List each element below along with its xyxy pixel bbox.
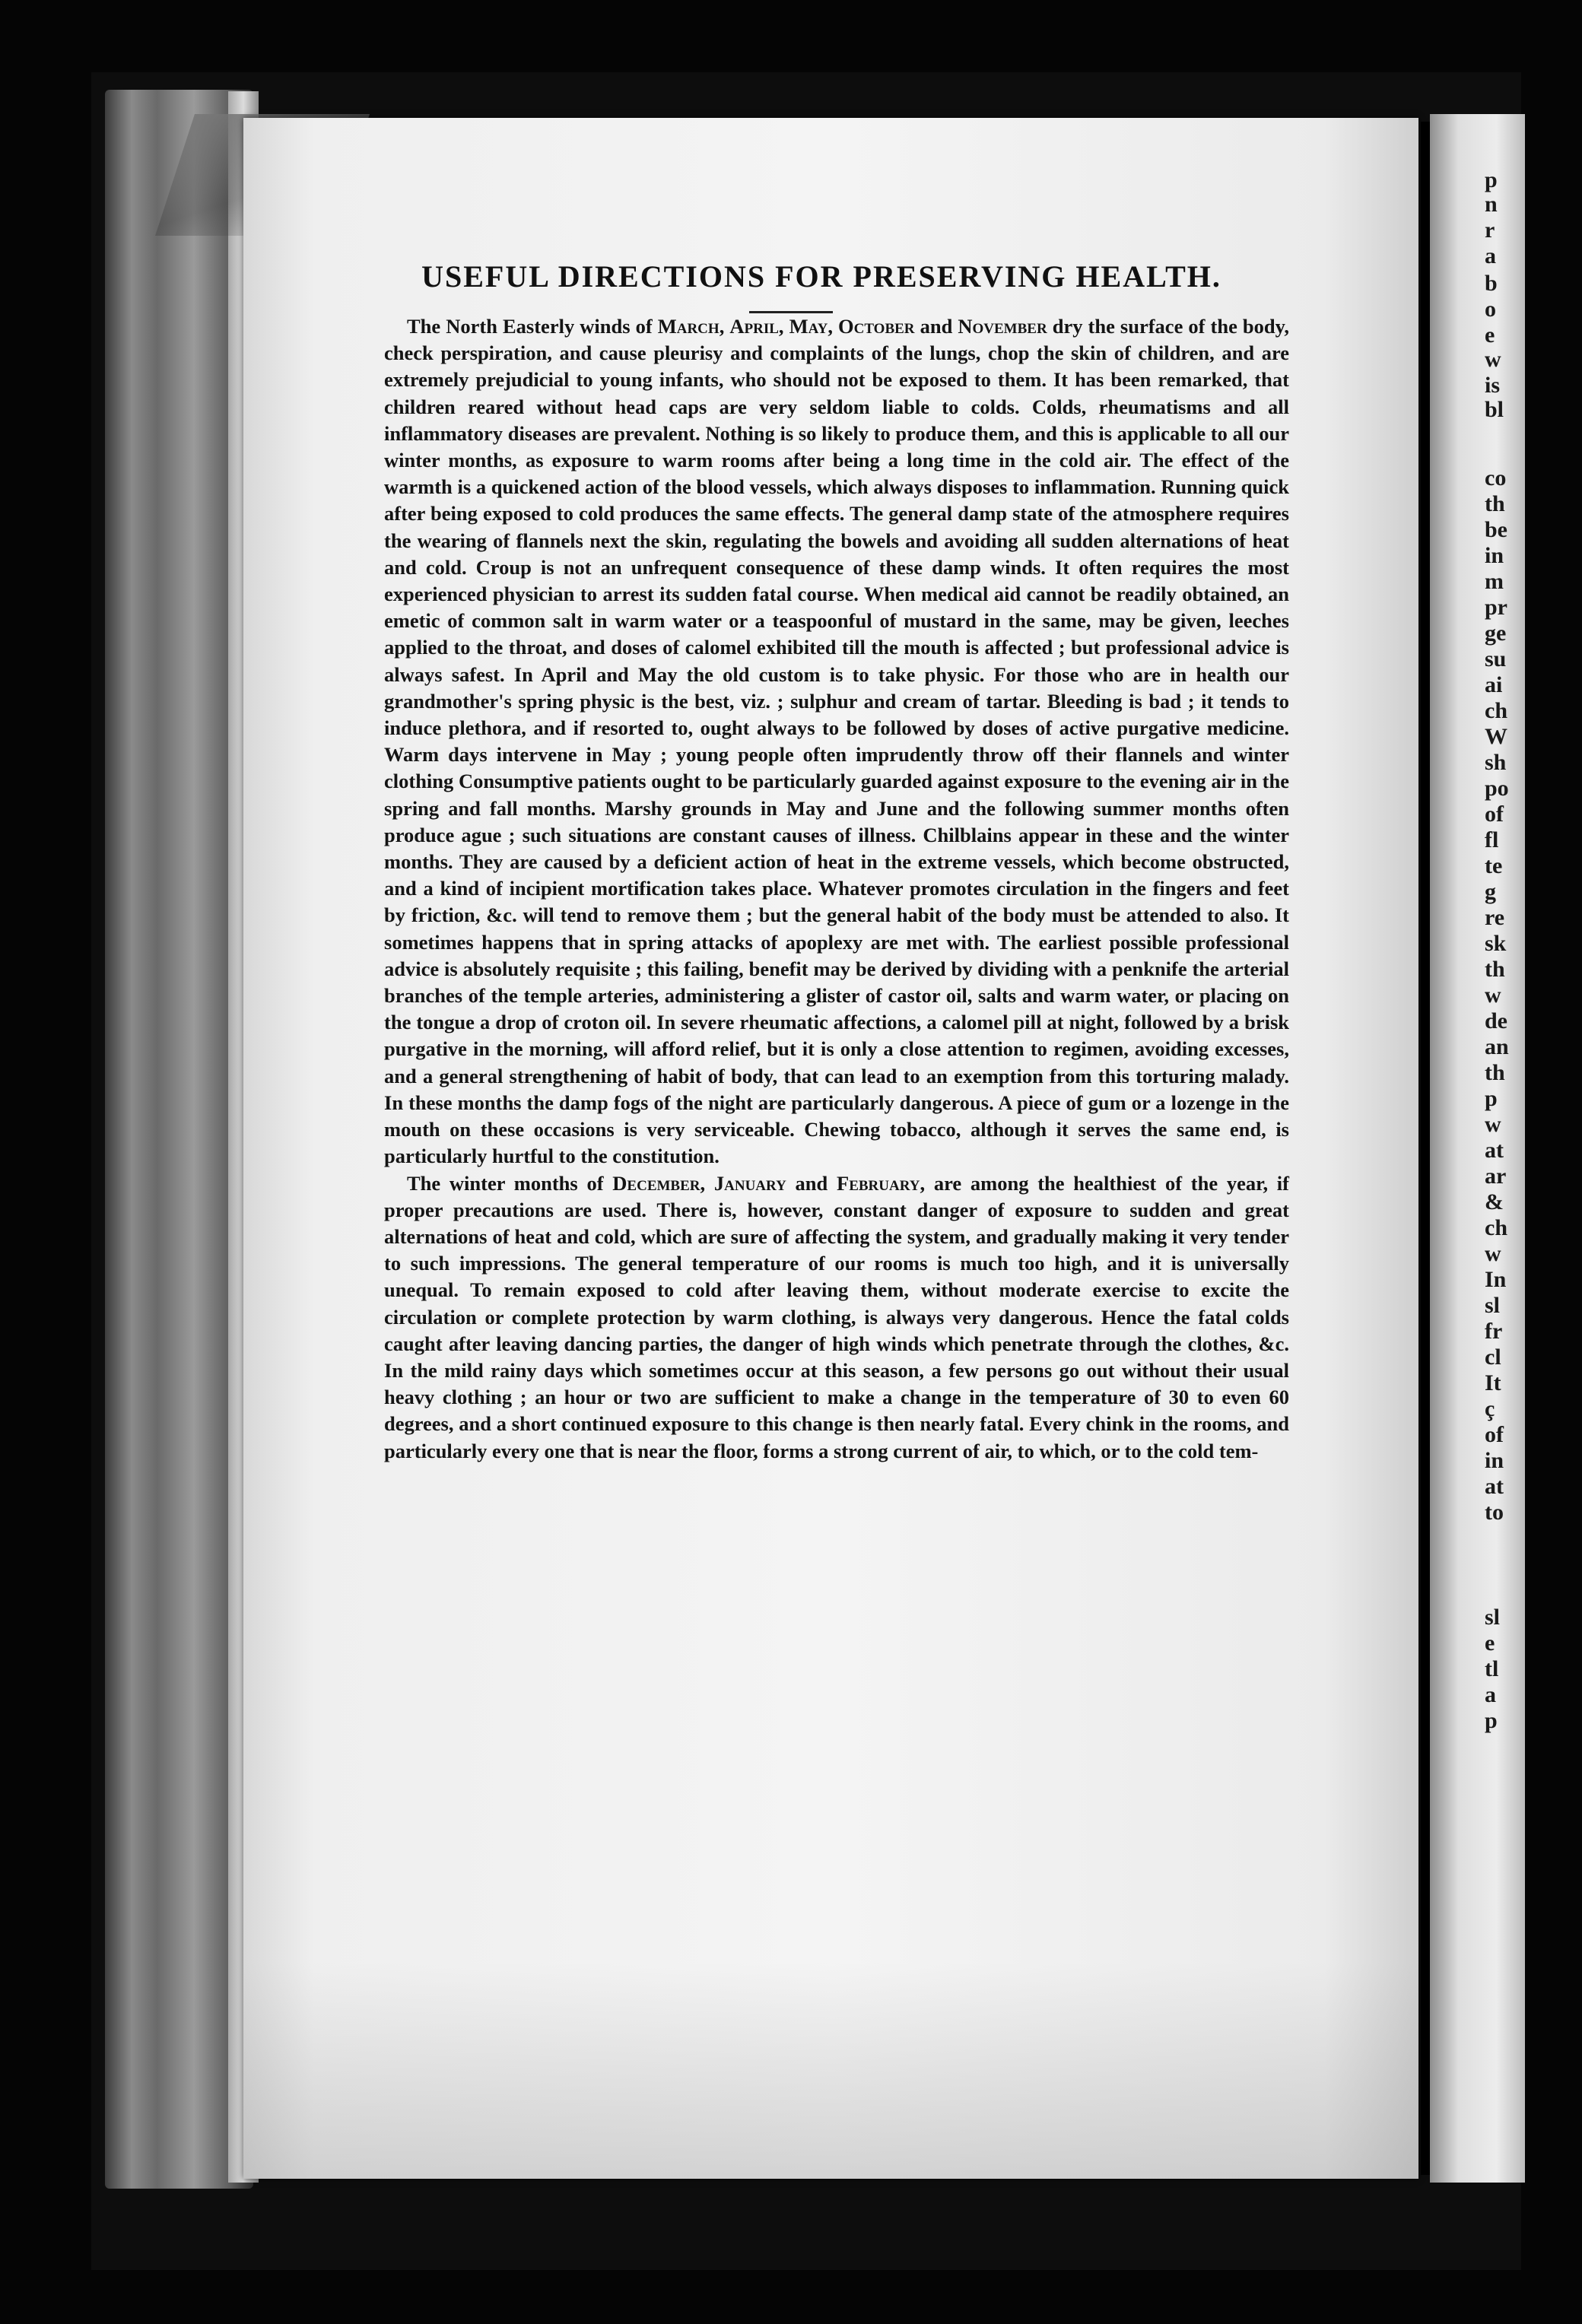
paragraph-2-intro: The winter months of <box>407 1171 613 1195</box>
facing-page-fragment: In <box>1485 1267 1507 1292</box>
facing-page-fragment: ai <box>1485 672 1503 697</box>
facing-page-fragment: sl <box>1485 1605 1501 1630</box>
facing-page-fragment: p <box>1485 1708 1498 1733</box>
month-october: October <box>838 315 915 338</box>
facing-page-fragment: p <box>1485 1086 1498 1111</box>
paragraph-2-body: , are among the healthiest of the year, if proper precautions are used. There is, however, constant danger of exposure to sudden and great alternations of heat and cold, which are sure of affecting the system, and gradually making it very tender to such impressions. The general temperature of our rooms is much too high, and it is universally unequal. To remain exposed to cold after leaving them, without moderate exercise to excite the circulation or complete protection by warm clothing, is always very dangerous. Hence the fatal colds caught after leaving dancing parties, the danger of high winds which penetrate through the clothes, &c. In the mild rainy days which sometimes occur at this season, a few persons go out without their usual heavy clothing ; an hour or two are sufficient to make a change in the temperature of 30 to even 60 degrees, and a short continued exposure to this change is then nearly fatal. Every chink in the rooms, and particularly every one that is near the floor, forms a strong current of air, to which, or to the cold tem- <box>384 1171 1289 1462</box>
facing-page-edge <box>1430 114 1525 2183</box>
facing-page-fragment: re <box>1485 905 1505 930</box>
separator: and <box>914 315 958 338</box>
separator: and <box>786 1171 837 1195</box>
facing-page-fragment: sh <box>1485 750 1507 775</box>
facing-page-fragment: pr <box>1485 595 1507 620</box>
facing-page-fragment: m <box>1485 569 1504 594</box>
month-january: January <box>713 1171 786 1195</box>
facing-page-fragment: a <box>1485 1682 1496 1707</box>
facing-page-fragment: It <box>1485 1370 1501 1395</box>
month-december: December <box>612 1171 700 1195</box>
separator: , <box>828 315 839 338</box>
facing-page-fragment: sk <box>1485 931 1507 956</box>
facing-page-fragment: cl <box>1485 1345 1501 1370</box>
facing-page-fragment: at <box>1485 1474 1504 1499</box>
facing-page-fragment: de <box>1485 1008 1507 1033</box>
facing-page-fragment: to <box>1485 1500 1504 1525</box>
facing-page-fragment: fr <box>1485 1319 1503 1344</box>
facing-page-fragment: ch <box>1485 1215 1507 1240</box>
facing-page-fragment: co <box>1485 465 1507 491</box>
facing-page-fragment: W <box>1485 724 1507 749</box>
facing-page-fragment: po <box>1485 776 1509 801</box>
facing-page-fragment: ar <box>1485 1164 1507 1189</box>
month-may: May <box>789 315 828 338</box>
month-march: March <box>657 315 720 338</box>
facing-page-fragment: te <box>1485 853 1503 878</box>
article-body <box>384 313 1289 1465</box>
facing-page-fragment: w <box>1485 1112 1501 1137</box>
paragraph-2 <box>384 1170 1289 1465</box>
facing-page-fragment: r <box>1485 217 1495 243</box>
facing-page-fragment: of <box>1485 1422 1504 1447</box>
facing-page-fragment: of <box>1485 802 1504 827</box>
facing-page-fragment: be <box>1485 517 1507 542</box>
facing-page-fragment: w <box>1485 1241 1501 1266</box>
facing-page-fragment: a <box>1485 243 1496 268</box>
page-title: USEFUL DIRECTIONS FOR PRESERVING HEALTH. <box>421 259 1221 294</box>
facing-page-fragment: ch <box>1485 698 1507 723</box>
facing-page-fragment: tl <box>1485 1656 1499 1681</box>
facing-page-fragment: th <box>1485 957 1505 982</box>
facing-page-fragment: & <box>1485 1189 1504 1214</box>
facing-page-fragment: fl <box>1485 827 1499 852</box>
month-february: February <box>837 1171 920 1195</box>
facing-page-fragment: p <box>1485 167 1498 192</box>
facing-page-fragment: w <box>1485 347 1501 372</box>
facing-page-fragment: su <box>1485 646 1507 671</box>
facing-page-fragment: th <box>1485 491 1505 516</box>
facing-page-fragment: g <box>1485 879 1496 904</box>
facing-page-fragment: n <box>1485 192 1498 217</box>
facing-page-fragment: ç <box>1485 1396 1495 1421</box>
facing-page-fragment: o <box>1485 297 1496 322</box>
facing-page-fragment: ge <box>1485 621 1507 646</box>
facing-page-fragment: at <box>1485 1138 1504 1163</box>
paragraph-1-intro: The North Easterly winds of <box>407 315 658 338</box>
separator: , <box>778 315 789 338</box>
facing-page-fragment: in <box>1485 543 1504 568</box>
facing-page-fragment: b <box>1485 271 1498 296</box>
paragraph-1-body: dry the surface of the body, check perspiration, and cause pleurisy and complaints of the lungs, chop the skin of children, and are extremely prejudicial to young infants, who should not be exposed to them. It has been remarked, that children reared without head caps are very seldom liable to colds. Colds, rheumatisms and all inflammatory diseases are prevalent. Nothing is so likely to produce them, and this is applicable to all our winter months, as exposure to warm rooms after being a long time in the cold air. The effect of the warmth is a quickened action of the blood vessels, which always disposes to inflammation. Running quick after being exposed to cold produces the same effects. The general damp state of the atmosphere requires the wearing of flannels next the skin, regulating the bowels and avoiding all sudden alternations of heat and cold. Croup is not an unfrequent consequence of these damp winds. It often requires the most experienced physician to arrest its sudden fatal course. When medical aid cannot be readily obtained, an emetic of common salt in warm water or a teaspoonful of mustard in the same, may be given, leeches applied to the throat, and doses of calomel exhibited till the mouth is affected ; but professional advice is always safest. In April and May the old custom is to take physic. For those who are in health our grandmother's spring physic is the best, viz. ; sulphur and cream of tartar. Bleeding is bad ; it tends to induce plethora, and if resorted to, ought always to be followed by doses of active purgative medicine. Warm days intervene in May ; young people often imprudently throw off their flannels and winter clothing Consumptive patients ought to be particularly guarded against exposure to the evening air in the spring and fall months. Marshy grounds in May and June and the following summer months often produce ague ; such situations are constant causes of illness. Chilblains appear in these and the winter months. They are caused by a deficient action of heat in the extreme vessels, which become obstructed, and a kind of incipient mortification takes place. Whatever promotes circulation in the fingers and feet by friction, &c. will tend to remove them ; but the general habit of the body must be attended to also. It sometimes happens that in spring attacks of apoplexy are met with. The earliest possible professional advice is absolutely requisite ; this failing, benefit may be derived by dividing with a penknife the arterial branches of the temple arteries, administering a glister of castor oil, salts and warm water, or placing on the tongue a drop of croton oil. In severe rheumatic affections, a calomel pill at night, followed by a brisk purgative in the morning, will afford relief, but it is only a close attention to regimen, avoiding excesses, and a general strengthening of habit of body, that can lead to an exemption from this torturing malady. In these months the damp fogs of the night are particularly dangerous. A piece of gum or a lozenge in the mouth on these occasions is very serviceable. Chewing tobacco, although it serves the same end, is particularly hurtful to the constitution. <box>384 315 1290 1168</box>
facing-page-fragment: in <box>1485 1448 1504 1473</box>
facing-page-fragment: e <box>1485 1630 1495 1656</box>
facing-page-fragment: an <box>1485 1034 1509 1059</box>
facing-page-fragment: is <box>1485 373 1501 398</box>
month-november: November <box>958 315 1047 338</box>
month-april: April <box>729 315 779 338</box>
facing-page-fragment: bl <box>1485 397 1504 422</box>
separator: , <box>700 1171 714 1195</box>
separator: , <box>719 315 730 338</box>
facing-page-fragment: w <box>1485 983 1501 1008</box>
page-shadow <box>243 1962 1418 2179</box>
facing-page-fragment: e <box>1485 322 1495 348</box>
facing-page-fragment: th <box>1485 1060 1505 1085</box>
facing-page-fragment: sl <box>1485 1293 1501 1318</box>
paragraph-1 <box>384 313 1289 1170</box>
